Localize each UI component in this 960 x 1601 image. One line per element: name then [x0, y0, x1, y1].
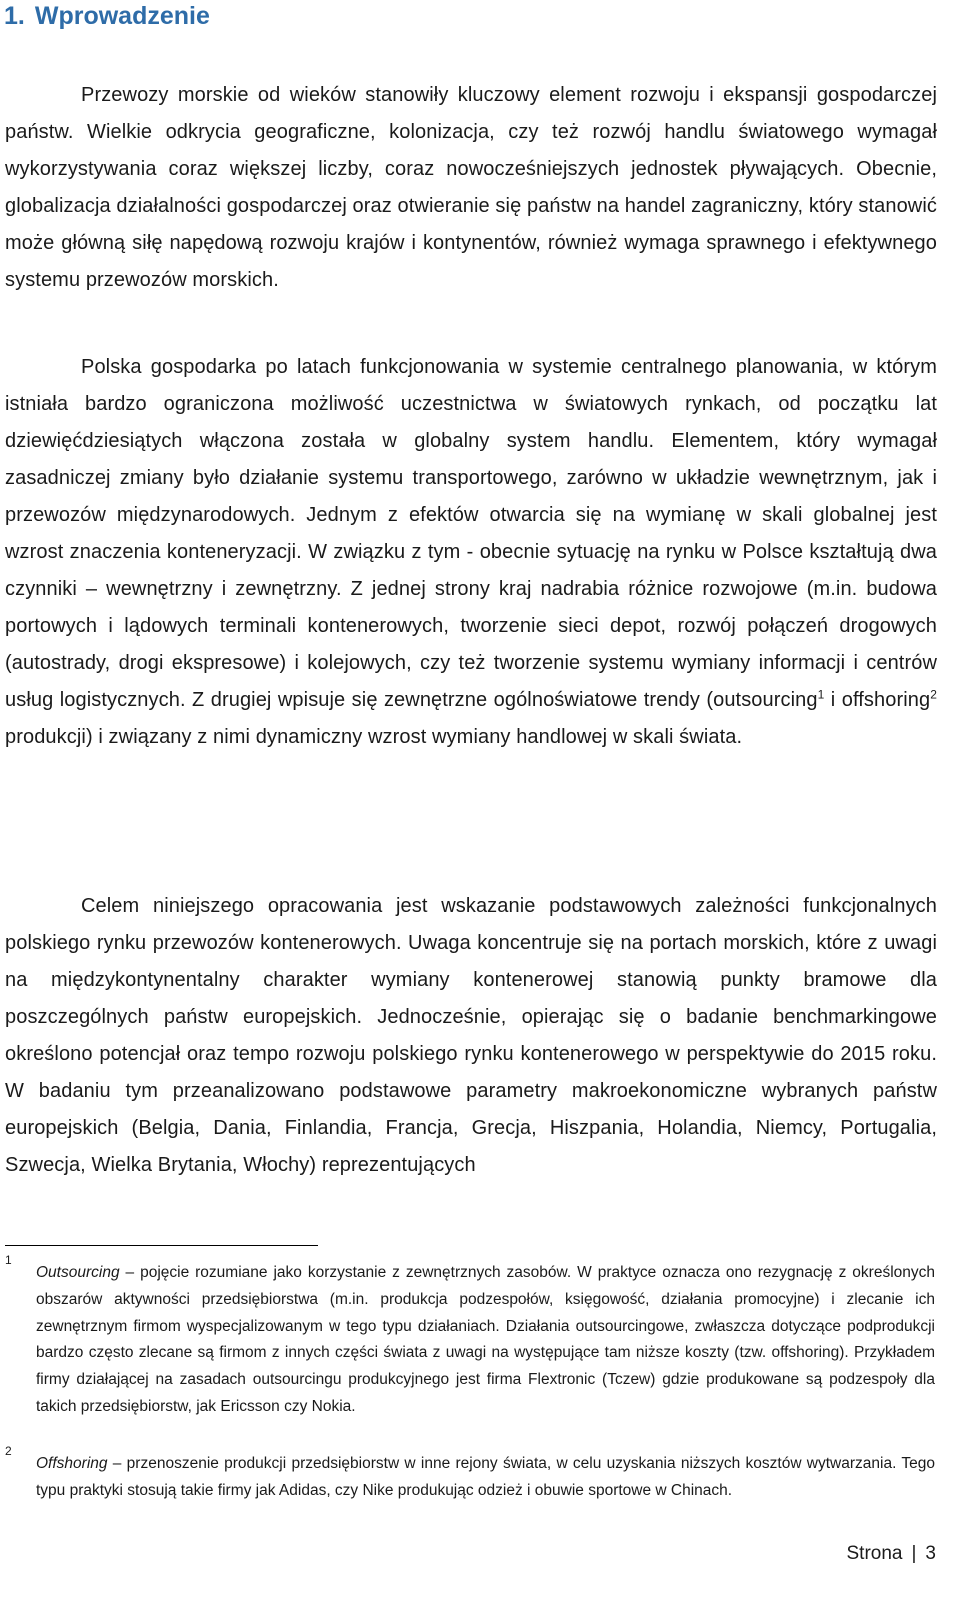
footnote-2-term: Offshoring [36, 1455, 108, 1472]
footnote-separator [5, 1245, 318, 1246]
paragraph-2-text-a: Polska gospodarka po latach funkcjonowania w systemie centralnego planowania, w którym istniała bardzo ograniczona możliwość uczestnictwa w światowych rynkach, od początku lat dziewięćdziesiątych włączona została w globalny system handlu. Elementem, który wymagał zasadniczej zmiany było działanie systemu transportowego, zarówno w układzie wewnętrznym, jak i przewozów międzynarodowych. Jednym z efektów otwarcia się na wymianę w skali globalnej jest wzrost znaczenia konteneryzacji. W związku z tym - obecnie sytuację na rynku w Polsce kształtują dwa czynniki – wewnętrzny i zewnętrzny. Z jednej strony kraj nadrabia różnice rozwojowe (m.in. budowa portowych i lądowych terminali kontenerowych, tworzenie sieci depot, rozwój połączeń drogowych (autostrady, drogi ekspresowe) i kolejowych, czy też tworzenie systemu wymiany informacji i centrów usług logistycznych. Z drugiej wpisuje się zewnętrzne ogólnoświatowe trendy (outsourcing [5, 356, 937, 711]
paragraph-2 [5, 349, 937, 756]
paragraph-2-text-b: i offshoring [824, 689, 931, 711]
footnote-ref-1[interactable]: 1 [817, 687, 825, 702]
paragraph-2-text-c: produkcji) i związany z nimi dynamiczny wzrost wymiany handlowej w skali świata. [5, 726, 743, 748]
paragraph-1: Przewozy morskie od wieków stanowiły kluczowy element rozwoju i ekspansji gospodarczej państw. Wielkie odkrycia geograficzne, kolonizacja, czy też rozwój handlu światowego wymagał wykorzystywania coraz większej liczby, coraz nowocześniejszych jednostek pływających. Obecnie, globalizacja działalności gospodarczej oraz otwieranie się państw na handel zagraniczny, który stanowić może główną siłę napędową rozwoju krajów i kontynentów, również wymaga sprawnego i efektywnego systemu przewozów morskich. [5, 84, 937, 291]
section-heading [4, 0, 210, 32]
footnote-1 [5, 1253, 935, 1421]
footnote-2-body [36, 1451, 935, 1505]
page-number: 3 [925, 1543, 936, 1564]
footnote-1-body [36, 1260, 935, 1421]
page-separator: | [911, 1543, 917, 1564]
footnote-ref-2[interactable]: 2 [930, 687, 937, 702]
footnote-1-term: Outsourcing [36, 1264, 120, 1281]
footnote-2-text: – przenoszenie produkcji przedsiębiorstw w inne rejony świata, w celu uzyskania niższych kosztów wytwarzania. Tego typu praktyki stosują takie firmy jak Adidas, czy Nike produkując odzież i obuwie sportowe w Chinach. [36, 1455, 935, 1499]
page-footer [847, 1541, 937, 1567]
footnote-1-text: – pojęcie rozumiane jako korzystanie z zewnętrznych zasobów. W praktyce oznacza ono rezygnację z określonych obszarów aktywności przedsiębiorstwa (m.in. produkcja podzespołów, księgowość, działania promocyjne) i zlecanie ich zewnętrznym firmom wyspecjalizowanym w tego typu działaniach. Działania outsourcingowe, zwłaszcza dotyczące podprodukcji bardzo często zlecane są firmom z innych części świata z uwagi na występujące tam niższe koszty (tzw. offshoring). Przykładem firmy działającej na zasadach outsourcingu produkcyjnego jest firma Flextronic (Tczew) gdzie produkowane są podzespoły dla takich przedsiębiorstw, jak Ericsson czy Nokia. [36, 1264, 935, 1415]
footnote-2 [5, 1444, 935, 1505]
footnote-2-mark: 2 [5, 1444, 12, 1458]
section-number: 1. [4, 2, 25, 30]
page-label: Strona [846, 1543, 903, 1564]
paragraph-3: Celem niniejszego opracowania jest wskazanie podstawowych zależności funkcjonalnych polskiego rynku przewozów kontenerowych. Uwaga koncentruje się na portach morskich, które z uwagi na międzykontynentalny charakter wymiany kontenerowej stanowią punkty bramowe dla poszczególnych państw europejskich. Jednocześnie, opierając się o badanie benchmarkingowe określono potencjał oraz tempo rozwoju polskiego rynku kontenerowego w perspektywie do 2015 roku. W badaniu tym przeanalizowano podstawowe parametry makroekonomiczne wybranych państw europejskich (Belgia, Dania, Finlandia, Francja, Grecja, Hiszpania, Holandia, Niemcy, Portugalia, Szwecja, Wielka Brytania, Włochy) reprezentujących [5, 895, 937, 1176]
section-title: Wprowadzenie [34, 2, 210, 30]
footnote-1-mark: 1 [5, 1253, 12, 1267]
